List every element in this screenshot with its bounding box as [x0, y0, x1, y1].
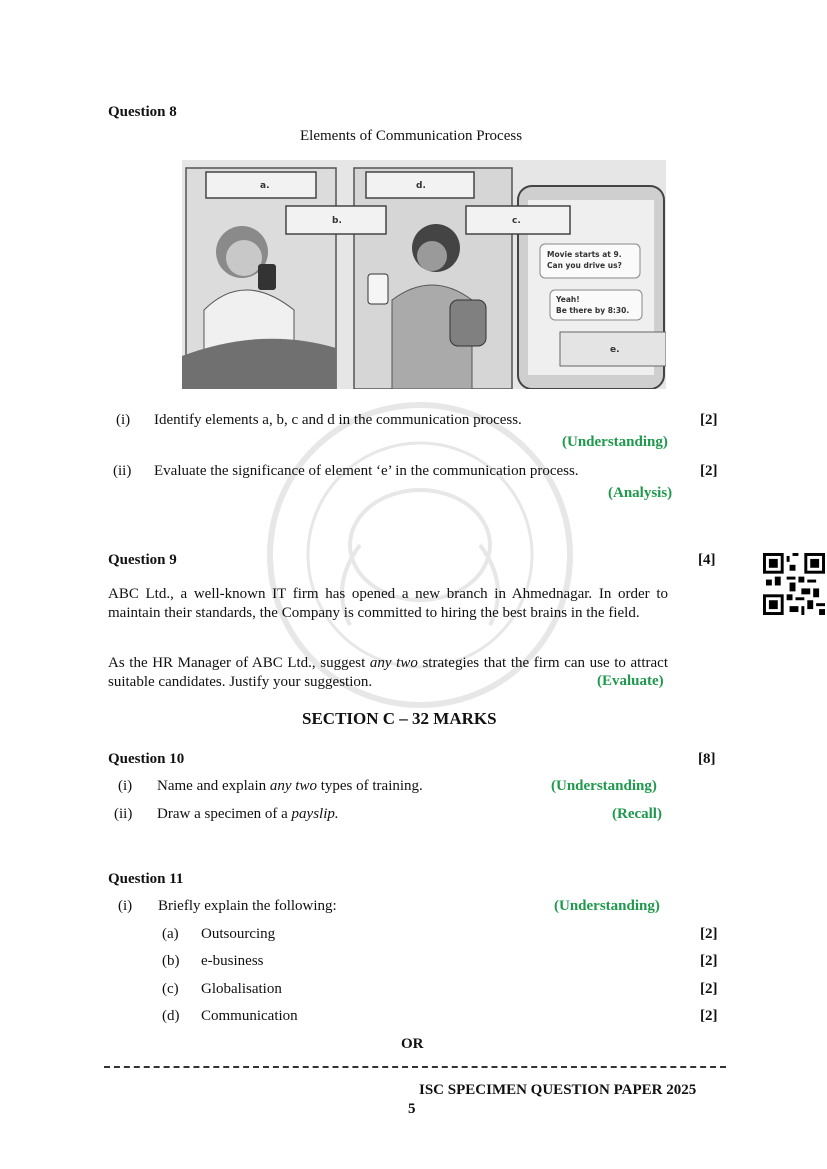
message-2-line-1: Yeah!: [556, 295, 580, 304]
label-e: e.: [610, 345, 620, 355]
figure-title: Elements of Communication Process: [300, 128, 523, 144]
q8-part-1-text: Identify elements a, b, c and d in the communication process.: [154, 412, 522, 428]
q8-part-2-number: (ii): [113, 463, 132, 479]
q9-paragraph-1: ABC Ltd., a well-known IT firm has opened a new branch in Ahmednagar. In order to maintain their standards, the Company is committed to hiring the best brains in the field.: [108, 586, 668, 621]
q8-part-2-text: Evaluate the significance of element ‘e’ in the communication process.: [154, 463, 579, 479]
footer-divider: [104, 1066, 726, 1068]
q11-item-a-number: (a): [162, 926, 179, 942]
q10-marks: [8]: [698, 751, 716, 767]
label-c: c.: [512, 216, 521, 226]
q11-item-a-marks: [2]: [700, 926, 718, 942]
q9-tag: (Evaluate): [597, 673, 664, 689]
q10-part-1-number: (i): [118, 778, 133, 794]
q10-part-2-number: (ii): [114, 806, 133, 822]
q8-part-1-marks: [2]: [700, 412, 718, 428]
communication-process-illustration: [182, 160, 666, 389]
q11-part-1-tag: (Understanding): [554, 898, 660, 914]
q8-part-2-marks: [2]: [700, 463, 718, 479]
q10-part-2-tag: (Recall): [612, 806, 662, 822]
label-d: d.: [416, 181, 426, 191]
q11-item-a-text: Outsourcing: [201, 926, 276, 942]
q11-part-1-number: (i): [118, 898, 133, 914]
footer-paper-title: ISC SPECIMEN QUESTION PAPER 2025: [419, 1082, 697, 1098]
q10-part-1-tag: (Understanding): [551, 778, 657, 794]
q11-item-c-text: Globalisation: [201, 981, 282, 997]
q10-part-2-text: Draw a specimen of a payslip.: [157, 806, 339, 822]
q11-item-b-number: (b): [162, 953, 180, 969]
q9-paragraph-2: As the HR Manager of ABC Ltd., suggest any two strategies that the firm can use to attract suitable candidates. Justify your suggestion.: [108, 655, 668, 690]
q11-item-d-text: Communication: [201, 1008, 298, 1024]
question-8-heading: Question 8: [108, 104, 177, 120]
q10-part-1-text: Name and explain any two types of training.: [157, 778, 423, 794]
q9-marks: [4]: [698, 552, 716, 568]
q8-part-1-number: (i): [116, 412, 131, 428]
q11-part-1-text: Briefly explain the following:: [158, 898, 337, 914]
section-c-heading: SECTION C – 32 MARKS: [302, 709, 497, 728]
label-a: a.: [260, 181, 270, 191]
label-b: b.: [332, 216, 342, 226]
q8-part-1-tag: (Understanding): [562, 434, 668, 450]
page-number: 5: [408, 1101, 416, 1117]
q11-item-c-number: (c): [162, 981, 179, 997]
qr-code: [763, 553, 825, 615]
message-1-line-2: Can you drive us?: [547, 261, 622, 270]
question-11-heading: Question 11: [108, 871, 184, 887]
q11-item-b-marks: [2]: [700, 953, 718, 969]
q11-item-d-marks: [2]: [700, 1008, 718, 1024]
q11-item-c-marks: [2]: [700, 981, 718, 997]
q11-item-d-number: (d): [162, 1008, 180, 1024]
question-10-heading: Question 10: [108, 751, 185, 767]
question-9-heading: Question 9: [108, 552, 177, 568]
q11-item-b-text: e-business: [201, 953, 264, 969]
message-2-line-2: Be there by 8:30.: [556, 306, 630, 315]
or-separator: OR: [401, 1036, 424, 1052]
q8-part-2-tag: (Analysis): [608, 485, 673, 501]
message-1-line-1: Movie starts at 9.: [547, 250, 622, 259]
